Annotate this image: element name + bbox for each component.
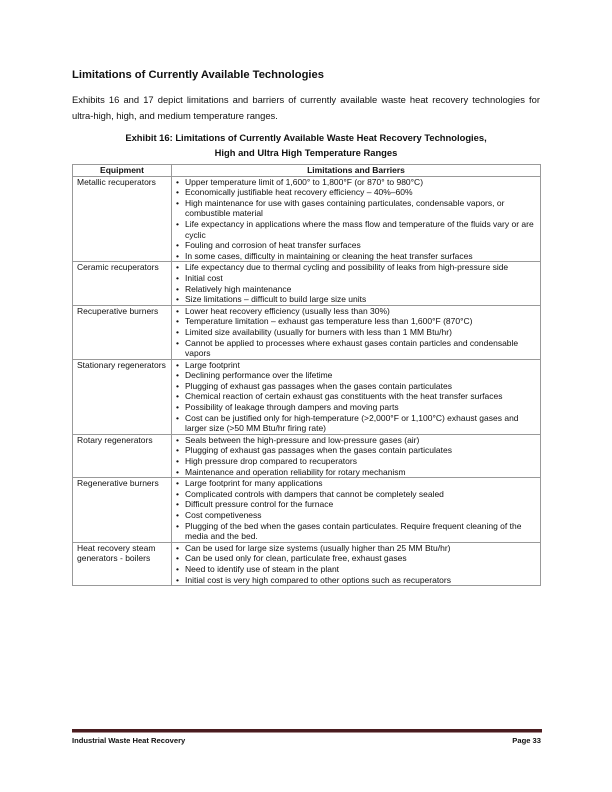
- barrier-item: • Economically justifiable heat recovery efficiency – 40%–60%: [176, 187, 536, 198]
- barriers-cell: [172, 434, 541, 477]
- barrier-item: • Plugging of the bed when the gases contain particulates. Require frequent cleaning of the media and the bed.: [176, 521, 536, 542]
- barrier-item: • Can be used for large size systems (usually higher than 25 MM Btu/hr): [176, 543, 536, 554]
- barrier-item: • Difficult pressure control for the furnace: [176, 499, 536, 510]
- barriers-cell: [172, 359, 541, 434]
- barrier-item: • Can be used only for clean, particulate free, exhaust gases: [176, 553, 536, 564]
- barrier-item: • High maintenance for use with gases containing particulates, condensable vapors, or combustible material: [176, 198, 536, 219]
- barrier-item: • Limited size availability (usually for burners with less than 1 MM Btu/hr): [176, 327, 536, 338]
- exhibit-caption: [72, 130, 540, 160]
- barrier-item: • Life expectancy in applications where the mass flow and temperature of the fluids vary or are cyclic: [176, 219, 536, 240]
- barrier-item: • Cost competiveness: [176, 510, 536, 521]
- equipment-cell: Regenerative burners: [73, 478, 172, 543]
- barrier-item: • Relatively high maintenance: [176, 284, 536, 295]
- barrier-item: • Maintenance and operation reliability for rotary mechanism: [176, 467, 536, 478]
- barrier-item: • Plugging of exhaust gas passages when the gases contain particulates: [176, 445, 536, 456]
- barriers-cell: [172, 262, 541, 305]
- barrier-item: • Seals between the high-pressure and low-pressure gases (air): [176, 435, 536, 446]
- barriers-cell: [172, 305, 541, 359]
- footer-title: Industrial Waste Heat Recovery: [72, 736, 186, 745]
- equipment-cell: Rotary regenerators: [73, 434, 172, 477]
- table-row: [73, 542, 541, 585]
- equipment-cell: Ceramic recuperators: [73, 262, 172, 305]
- barrier-item: • Need to identify use of steam in the plant: [176, 564, 536, 575]
- barrier-item: • High pressure drop compared to recuperators: [176, 456, 536, 467]
- barriers-cell: [172, 176, 541, 262]
- table-row: [73, 305, 541, 359]
- barrier-item: • Chemical reaction of certain exhaust gas constituents with the heat transfer surfaces: [176, 391, 536, 402]
- page-number: Page 33: [512, 736, 541, 745]
- table-row: [73, 262, 541, 305]
- column-header: Limitations and Barriers: [172, 165, 541, 177]
- table-row: [73, 359, 541, 434]
- section-heading: Limitations of Currently Available Technologies: [72, 69, 324, 81]
- barrier-item: • Declining performance over the lifetime: [176, 370, 536, 381]
- limitations-table: [72, 164, 541, 586]
- barriers-cell: [172, 542, 541, 585]
- barriers-cell: [172, 478, 541, 543]
- equipment-cell: Heat recovery steam generators - boilers: [73, 542, 172, 585]
- barrier-item: • Large footprint: [176, 360, 536, 371]
- intro-paragraph: Exhibits 16 and 17 depict limitations and barriers of currently available waste heat recovery technologies for ultra-high, high, and medium temperature ranges.: [72, 94, 540, 121]
- barrier-item: • Life expectancy due to thermal cycling and possibility of leaks from high-pressure side: [176, 262, 536, 273]
- table-row: [73, 434, 541, 477]
- barrier-item: • Complicated controls with dampers that cannot be completely sealed: [176, 489, 536, 500]
- equipment-cell: Stationary regenerators: [73, 359, 172, 434]
- barrier-item: • Size limitations – difficult to build large size units: [176, 294, 536, 305]
- barrier-item: • Possibility of leakage through dampers and moving parts: [176, 402, 536, 413]
- barrier-item: • Cost can be justified only for high-temperature (>2,000°F or 1,100°C) exhaust gases and larger size (>50 MM Btu/hr firing rate): [176, 413, 536, 434]
- caption-line: High and Ultra High Temperature Ranges: [214, 147, 398, 158]
- barrier-item: • Initial cost is very high compared to other options such as recuperators: [176, 575, 536, 586]
- table-row: [73, 478, 541, 543]
- barrier-item: • Fouling and corrosion of heat transfer surfaces: [176, 240, 536, 251]
- barrier-item: • In some cases, difficulty in maintaining or cleaning the heat transfer surfaces: [176, 251, 536, 262]
- equipment-cell: Recuperative burners: [73, 305, 172, 359]
- footer-rule: [72, 729, 542, 733]
- table-row: [73, 176, 541, 262]
- barrier-item: • Lower heat recovery efficiency (usually less than 30%): [176, 306, 536, 317]
- equipment-cell: Metallic recuperators: [73, 176, 172, 262]
- barrier-item: • Upper temperature limit of 1,600° to 1,800°F (or 870° to 980°C): [176, 177, 536, 188]
- barrier-item: • Initial cost: [176, 273, 536, 284]
- barrier-item: • Temperature limitation – exhaust gas temperature less than 1,600°F (870°C): [176, 316, 536, 327]
- barrier-item: • Cannot be applied to processes where exhaust gases contain particles and condensable vapors: [176, 338, 536, 359]
- barrier-item: • Large footprint for many applications: [176, 478, 536, 489]
- column-header: Equipment: [73, 165, 172, 177]
- barrier-item: • Plugging of exhaust gas passages when the gases contain particulates: [176, 381, 536, 392]
- caption-line: Exhibit 16: Limitations of Currently Available Waste Heat Recovery Technologies,: [125, 132, 487, 143]
